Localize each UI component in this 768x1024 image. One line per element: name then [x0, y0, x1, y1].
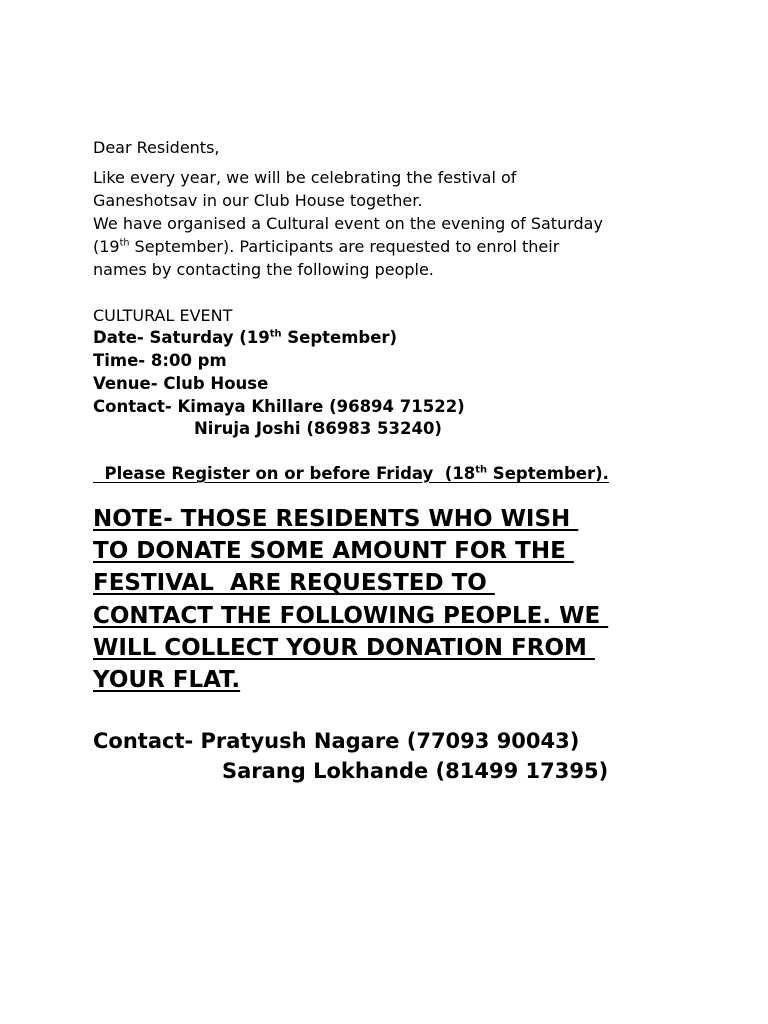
event-date-prefix: Date- Saturday (19 [93, 328, 270, 347]
note-line-3: FESTIVAL ARE REQUESTED TO [93, 570, 495, 596]
note-line-2: TO DONATE SOME AMOUNT FOR THE [93, 538, 574, 564]
note-line-6: YOUR FLAT. [93, 667, 241, 693]
event-date [93, 326, 397, 349]
event-time: Time- 8:00 pm [93, 351, 227, 370]
intro-date-sup: th [119, 237, 130, 249]
intro-line-5: names by contacting the following people. [93, 260, 434, 279]
donation-contact-1: Contact- Pratyush Nagare (77093 90043) [93, 729, 580, 753]
register-suffix: September). [487, 464, 609, 483]
register-prefix: Please Register on or before Friday (18 [93, 464, 476, 483]
event-contact-second: Niruja Joshi (86983 53240) [194, 419, 442, 438]
event-date-sup: th [269, 328, 282, 340]
register-notice [93, 462, 609, 485]
event-contact: Contact- Kimaya Khillare (96894 71522) [93, 397, 465, 416]
donation-contact-2: Sarang Lokhande (81499 17395) [222, 759, 609, 783]
intro-line-2: Ganeshotsav in our Club House together. [93, 191, 423, 210]
event-venue: Venue- Club House [93, 374, 269, 393]
event-heading: CULTURAL EVENT [93, 306, 233, 325]
intro-date-open: (19 [93, 237, 120, 256]
note-line-5: WILL COLLECT YOUR DONATION FROM [93, 635, 595, 661]
intro-line-4 [93, 235, 559, 258]
event-date-suffix: September) [281, 328, 398, 347]
intro-date-rest: September). Participants are requested to enrol their [129, 237, 560, 256]
note-line-4: CONTACT THE FOLLOWING PEOPLE. WE [93, 603, 609, 629]
salutation: Dear Residents, [93, 138, 220, 157]
intro-line-3: We have organised a Cultural event on the evening of Saturday [93, 214, 603, 233]
intro-line-1: Like every year, we will be celebrating the festival of [93, 168, 517, 187]
note-line-1: NOTE- THOSE RESIDENTS WHO WISH [93, 506, 579, 532]
register-sup: th [475, 464, 488, 476]
